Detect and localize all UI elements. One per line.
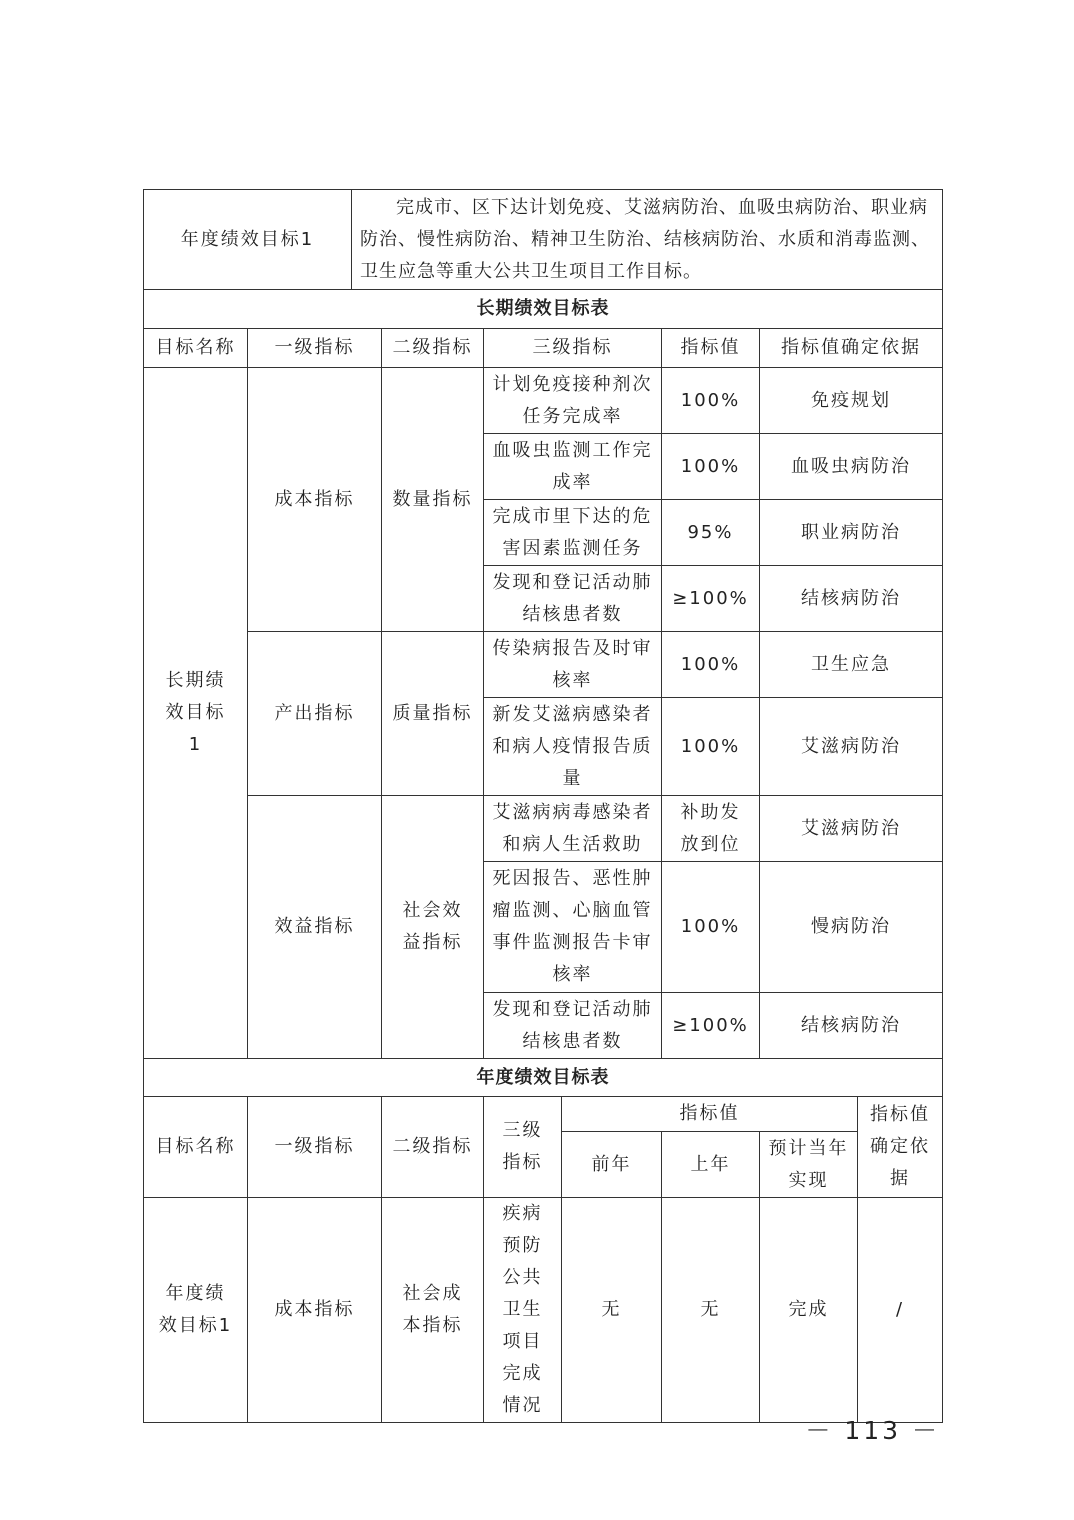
header-basis: 指标值确定依据 [760,329,943,368]
level3-cell: 发现和登记活动肺结核患者数 [484,566,662,632]
value-cell: ≥100% [662,993,760,1059]
annual-basis: / [858,1198,943,1423]
value-cell: 95% [662,500,760,566]
basis-cell: 慢病防治 [760,862,943,993]
level3-cell: 传染病报告及时审核率 [484,632,662,698]
value-cell: 100% [662,862,760,993]
annual-prev-year: 无 [562,1198,662,1423]
table-row [144,1198,943,1423]
basis-cell: 卫生应急 [760,632,943,698]
annual-header-target-name: 目标名称 [144,1097,248,1198]
level3-cell: 计划免疫接种剂次任务完成率 [484,368,662,434]
annual-header-level1: 一级指标 [248,1097,382,1198]
level3-cell: 新发艾滋病感染者和病人疫情报告质量 [484,698,662,796]
level2-cell: 社会效益指标 [382,796,484,1059]
value-cell: 100% [662,368,760,434]
basis-cell: 免疫规划 [760,368,943,434]
basis-cell: 血吸虫病防治 [760,434,943,500]
header-target-name: 目标名称 [144,329,248,368]
basis-cell: 艾滋病防治 [760,796,943,862]
level3-cell: 死因报告、恶性肿瘤监测、心脑血管事件监测报告卡审核率 [484,862,662,993]
header-level2: 二级指标 [382,329,484,368]
value-cell: 100% [662,434,760,500]
annual-target-table [143,189,943,290]
performance-table [143,289,943,1423]
long-term-table-title: 长期绩效目标表 [144,290,943,329]
annual-header-value: 指标值 [562,1097,858,1132]
page-number: － 113 － [805,1416,940,1445]
table-row [144,796,943,862]
level3-cell: 血吸虫监测工作完成率 [484,434,662,500]
annual-level2: 社会成本指标 [382,1198,484,1423]
level2-cell: 数量指标 [382,368,484,632]
annual-table-title: 年度绩效目标表 [144,1059,943,1097]
basis-cell: 艾滋病防治 [760,698,943,796]
header-level3: 三级指标 [484,329,662,368]
level1-cell: 效益指标 [248,796,382,1059]
basis-cell: 结核病防治 [760,566,943,632]
annual-header-prev-year: 前年 [562,1132,662,1198]
level2-cell: 质量指标 [382,632,484,796]
level1-cell: 产出指标 [248,632,382,796]
annual-header-level2: 二级指标 [382,1097,484,1198]
annual-header-last-year: 上年 [662,1132,760,1198]
value-cell: 100% [662,632,760,698]
annual-last-year: 无 [662,1198,760,1423]
header-value: 指标值 [662,329,760,368]
value-cell: 100% [662,698,760,796]
long-term-target-name: 长期绩效目标1 [144,368,248,1059]
table-row [144,632,943,698]
header-level1: 一级指标 [248,329,382,368]
value-cell: ≥100% [662,566,760,632]
level3-cell: 发现和登记活动肺结核患者数 [484,993,662,1059]
annual-level1: 成本指标 [248,1198,382,1423]
level1-cell: 成本指标 [248,368,382,632]
annual-header-expected: 预计当年实现 [760,1132,858,1198]
level3-cell: 完成市里下达的危害因素监测任务 [484,500,662,566]
annual-target-text: 完成市、区下达计划免疫、艾滋病防治、血吸虫病防治、职业病防治、慢性病防治、精神卫生防治、结核病防治、水质和消毒监测、卫生应急等重大公共卫生项目工作目标。 [352,190,943,290]
annual-target-label: 年度绩效目标1 [144,190,352,290]
basis-cell: 职业病防治 [760,500,943,566]
table-row [144,368,943,434]
value-cell: 补助发放到位 [662,796,760,862]
annual-header-basis: 指标值确定依据 [858,1097,943,1198]
level3-cell: 艾滋病病毒感染者和病人生活救助 [484,796,662,862]
annual-level3: 疾病预防公共卫生项目完成情况 [484,1198,562,1423]
annual-expected: 完成 [760,1198,858,1423]
annual-header-level3: 三级指标 [484,1097,562,1198]
basis-cell: 结核病防治 [760,993,943,1059]
annual-target-name: 年度绩效目标1 [144,1198,248,1423]
